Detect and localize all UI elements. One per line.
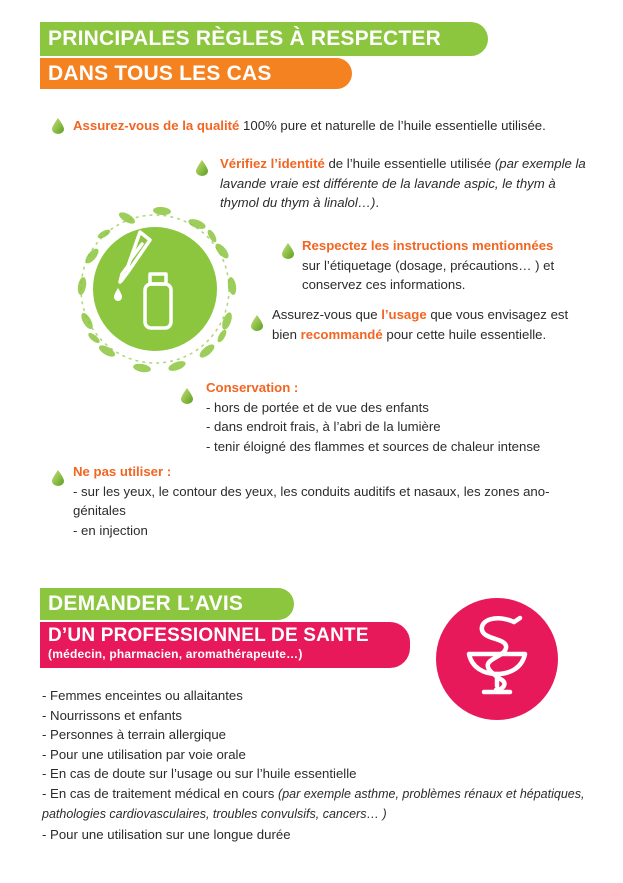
- ne-pas-utiliser-item: - sur les yeux, le contour des yeux, les conduits auditifs et nasaux, les zones ano-génitales: [73, 483, 550, 518]
- ne-pas-utiliser-item: - en injection: [73, 522, 148, 538]
- conservation-item: - hors de portée et de vue des enfants: [206, 399, 429, 415]
- conservation-block: [206, 378, 606, 456]
- list-item: - En cas de doute sur l’usage ou sur l’huile essentielle: [42, 766, 357, 781]
- rule-identity-highlight: Vérifiez l’identité: [220, 156, 325, 171]
- list-item: - Personnes à terrain allergique: [42, 727, 226, 742]
- conservation-item: - dans endroit frais, à l’abri de la lumière: [206, 419, 441, 434]
- list-item: - Nourrissons et enfants: [42, 707, 182, 723]
- section2-subtitle: D’UN PROFESSIONNEL DE SANTE: [48, 625, 369, 646]
- rule-quality: [73, 116, 613, 136]
- conservation-item: - tenir éloigné des flammes et sources de chaleur intense: [206, 438, 541, 454]
- section2-subtitle-note: (médecin, pharmacien, aromathérapeute…): [48, 647, 303, 661]
- ne-pas-utiliser-block: [73, 462, 593, 540]
- list-item: - Pour une utilisation sur une longue durée: [42, 826, 291, 842]
- drop-icon: [282, 243, 294, 259]
- rule-usage-text-a: Assurez-vous que: [272, 307, 382, 322]
- rule-usage-highlight-a: l’usage: [381, 307, 427, 322]
- rule-usage-highlight-b: recommandé: [300, 326, 383, 342]
- list-item: [42, 784, 602, 825]
- rule-identity: [220, 154, 595, 213]
- dropper-bottle-icon: [62, 196, 248, 382]
- rule-identity-example: (par exemple la lavande vraie est différente de la lavande aspic, le thym à thymol du thym à linalol…): [220, 156, 586, 210]
- list-item: - Pour une utilisation par voie orale: [42, 746, 246, 762]
- rule-usage-text-b: que vous envisagez est bien: [272, 307, 569, 342]
- title-line-1: PRINCIPALES RÈGLES À RESPECTER: [40, 22, 488, 56]
- list-item-example: (par exemple asthme, problèmes rénaux et hépatiques, pathologies cardiovasculaires, troubles convulsifs, cancers… ): [42, 786, 585, 821]
- list-item: - Femmes enceintes ou allaitantes: [42, 688, 243, 703]
- drop-icon: [196, 160, 208, 176]
- list-item-text: - En cas de traitement médical en cours: [42, 785, 279, 801]
- rule-usage-text-c: pour cette huile essentielle.: [382, 326, 547, 342]
- section2-subtitle-banner: [40, 622, 410, 668]
- professional-advice-list: [42, 686, 602, 844]
- drop-icon: [181, 388, 193, 404]
- conservation-title: Conservation :: [206, 380, 299, 395]
- rule-identity-text: de l’huile essentielle utilisée: [324, 156, 495, 171]
- section2-title: DEMANDER L’AVIS: [40, 588, 294, 620]
- rule-quality-text: 100% pure et naturelle de l’huile essentielle utilisée.: [239, 118, 546, 133]
- drop-icon: [52, 470, 64, 486]
- rule-usage: [272, 305, 590, 344]
- rule-instructions: [302, 236, 587, 295]
- rule-instructions-text: sur l’étiquetage (dosage, précautions… ) et conservez ces informations.: [302, 257, 555, 292]
- rule-quality-highlight: Assurez-vous de la qualité: [73, 118, 240, 133]
- drop-icon: [251, 315, 263, 331]
- rule-instructions-highlight: Respectez les instructions mentionnées: [302, 238, 554, 253]
- rule-identity-end: .: [375, 195, 380, 210]
- drop-icon: [52, 118, 64, 134]
- ne-pas-utiliser-title: Ne pas utiliser :: [73, 464, 172, 479]
- title-line-2: DANS TOUS LES CAS: [40, 58, 352, 89]
